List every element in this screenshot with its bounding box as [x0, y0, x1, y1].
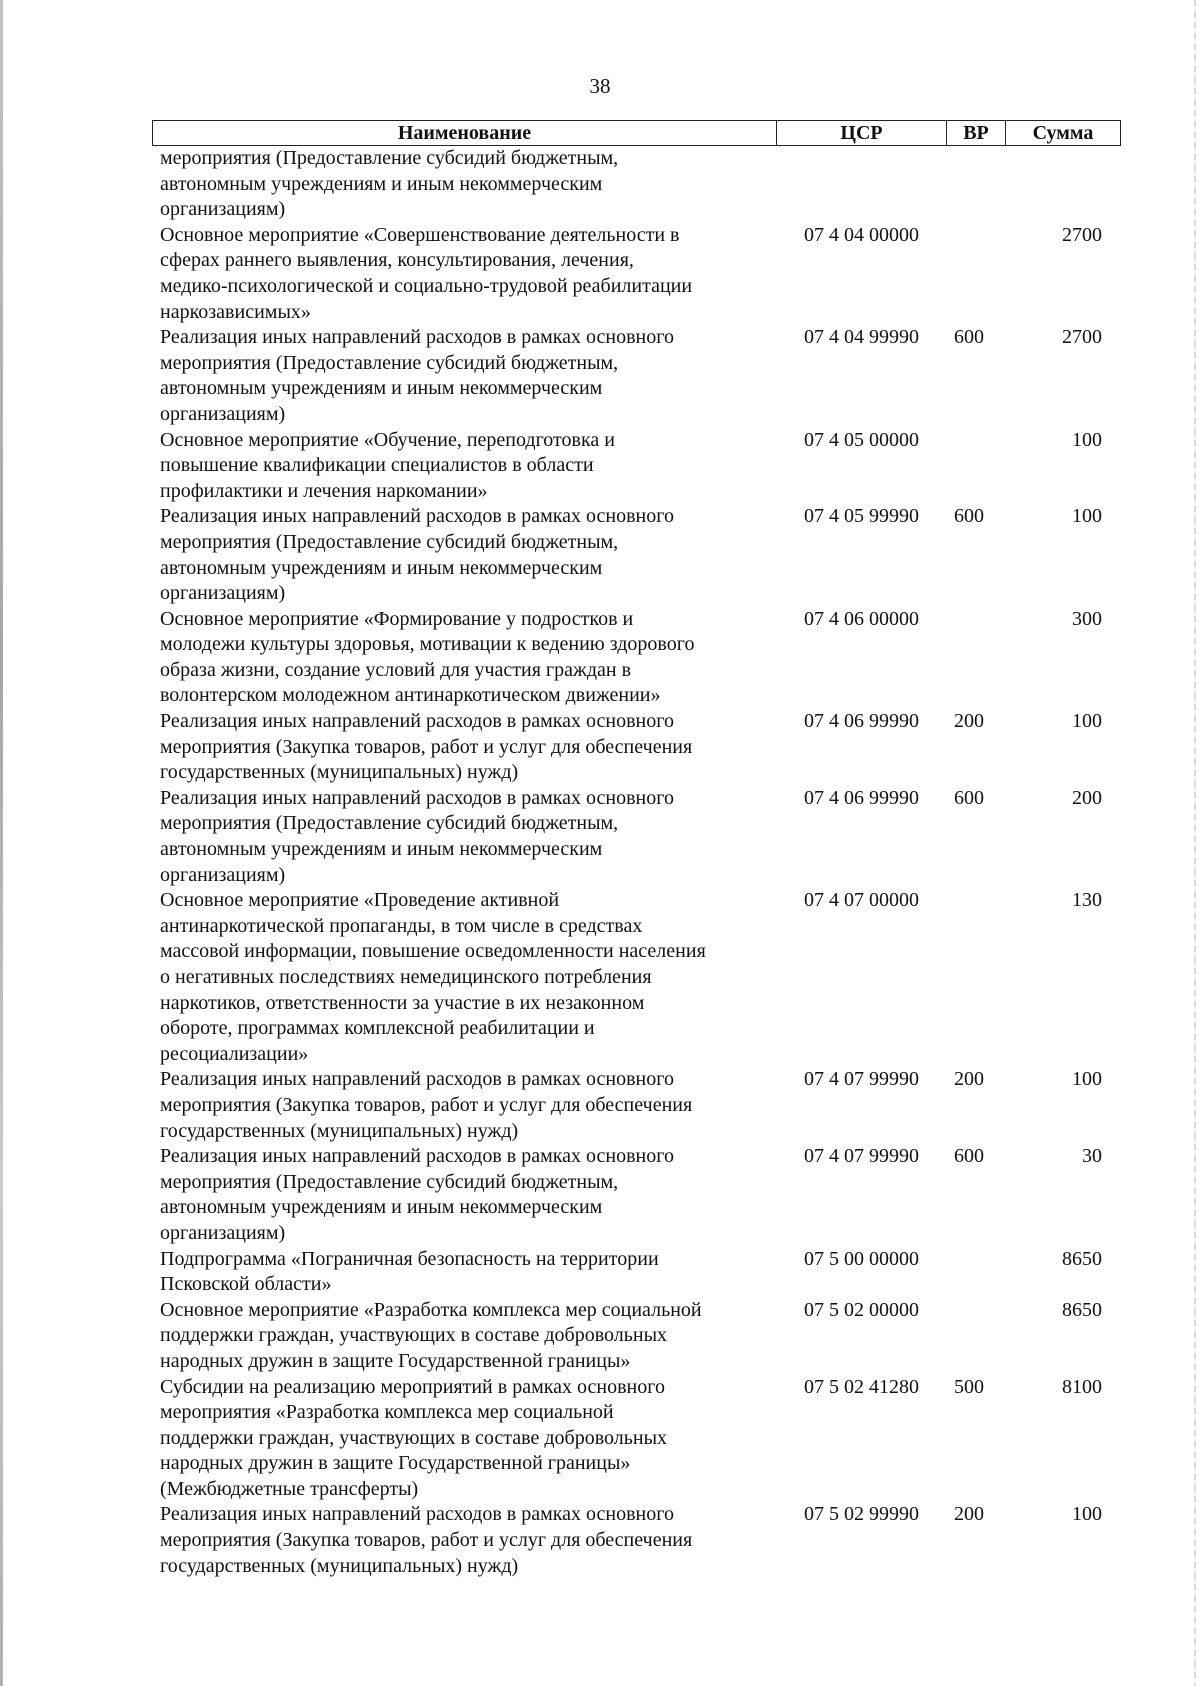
row-vr: 500	[954, 1375, 984, 1398]
row-name	[152, 786, 764, 888]
row-name-line: ресоциализации»	[160, 1042, 309, 1065]
row-name-line: обороте, программах комплексной реабилитации и	[160, 1017, 595, 1040]
row-name	[152, 223, 764, 325]
row-vr	[912, 1247, 984, 1298]
table-row	[152, 504, 1121, 606]
row-name-line: мероприятия (Предоставление субсидий бюджетным,	[160, 147, 619, 169]
table-row	[152, 1067, 1121, 1144]
row-name-line: государственных (муниципальных) нужд)	[160, 1119, 519, 1142]
row-vr	[912, 146, 984, 223]
row-name-line: Псковской области»	[160, 1273, 332, 1296]
header-vr: ВР	[947, 121, 1006, 145]
table-row	[152, 888, 1121, 1067]
row-name	[152, 1375, 764, 1503]
row-sum: 100	[1072, 428, 1102, 451]
header-sum: Сумма	[1032, 122, 1094, 144]
row-name-line: мероприятия (Закупка товаров, работ и услуг для обеспечения	[160, 735, 693, 758]
row-sum: 2700	[1062, 326, 1102, 349]
row-sum: 8650	[1062, 1298, 1102, 1321]
row-sum: 130	[1072, 889, 1102, 912]
row-name-line: о негативных последствиях немедицинского потребления	[160, 966, 652, 988]
row-vr	[912, 888, 984, 1067]
row-name	[152, 1502, 764, 1579]
row-csr: 07 4 06 99990	[804, 786, 919, 809]
row-name-line: Реализация иных направлений расходов в рамках основного	[160, 786, 674, 809]
row-name-line: поддержки граждан, участвующих в составе добровольных	[160, 1426, 668, 1449]
row-vr: 600	[954, 786, 984, 809]
row-sum: 200	[1072, 786, 1102, 809]
row-csr: 07 4 04 00000	[804, 223, 919, 246]
page-number: 38	[589, 74, 611, 98]
row-name-line: организациям)	[160, 1221, 286, 1244]
row-name	[152, 146, 764, 223]
row-name-line: наркотиков, ответственности за участие в их незаконном	[160, 991, 645, 1014]
row-sum: 100	[1072, 710, 1102, 733]
row-name	[152, 1144, 764, 1246]
row-name	[152, 428, 764, 505]
row-name-line: поддержки граждан, участвующих в составе добровольных	[160, 1324, 668, 1347]
table-row	[152, 146, 1121, 223]
table-row	[152, 428, 1121, 505]
row-csr: 07 4 05 00000	[804, 428, 919, 451]
table-row	[152, 325, 1121, 427]
row-csr: 07 5 02 99990	[804, 1503, 919, 1526]
row-name-line: организациям)	[160, 402, 286, 425]
row-name-line: мероприятия (Предоставление субсидий бюджетным,	[160, 351, 619, 374]
row-name-line: молодежи культуры здоровья, мотивации к ведению здорового	[160, 633, 695, 656]
row-name-line: народных дружин в защите Государственной границы»	[160, 1349, 631, 1372]
row-name-line: Подпрограмма «Пограничная безопасность на территории	[160, 1247, 659, 1270]
row-csr: 07 5 00 00000	[804, 1247, 919, 1270]
row-sum: 8100	[1062, 1375, 1102, 1398]
table-row	[152, 1502, 1121, 1579]
table-row	[152, 1298, 1121, 1375]
row-sum: 100	[1072, 1503, 1102, 1526]
row-name-line: повышение квалификации специалистов в области	[160, 454, 594, 477]
row-vr	[912, 607, 984, 709]
row-name-line: организациям)	[160, 863, 286, 886]
row-name-line: мероприятия (Закупка товаров, работ и услуг для обеспечения	[160, 1529, 693, 1552]
row-name-line: Основное мероприятие «Проведение активной	[160, 889, 560, 912]
row-name	[152, 1067, 764, 1144]
row-name-line: автономным учреждениям и иным некоммерческим	[160, 172, 603, 195]
row-vr: 200	[954, 710, 984, 733]
row-sum: 100	[1072, 1068, 1102, 1091]
table-row	[152, 1144, 1121, 1246]
header-name: Наименование	[153, 121, 777, 145]
row-name-line: Субсидии на реализацию мероприятий в рамках основного	[160, 1375, 665, 1398]
row-csr: 07 4 05 99990	[804, 505, 919, 528]
row-name-line: Основное мероприятие «Формирование у подростков и	[160, 607, 634, 630]
row-name-line: народных дружин в защите Государственной границы»	[160, 1452, 631, 1475]
row-name-line: автономным учреждениям и иным некоммерческим	[160, 1196, 603, 1219]
row-name	[152, 504, 764, 606]
row-name-line: мероприятия (Предоставление субсидий бюджетным,	[160, 812, 619, 835]
row-csr: 07 4 04 99990	[804, 326, 919, 349]
row-name-line: Основное мероприятие «Разработка комплекса мер социальной	[160, 1298, 702, 1321]
row-csr: 07 5 02 41280	[804, 1375, 919, 1398]
row-name	[152, 1247, 764, 1298]
row-csr: 07 4 07 99990	[804, 1145, 919, 1168]
scan-edge-left	[0, 0, 3, 1686]
header-csr: ЦСР	[777, 121, 947, 145]
row-name-line: сферах раннего выявления, консультирования, лечения,	[160, 249, 634, 272]
row-sum: 2700	[1062, 223, 1102, 246]
row-sum: 300	[1072, 607, 1102, 630]
row-vr: 200	[954, 1503, 984, 1526]
row-sum: 30	[1082, 1145, 1102, 1168]
row-vr	[912, 428, 984, 505]
row-vr: 600	[954, 505, 984, 528]
table-row	[152, 1375, 1121, 1503]
table-body	[152, 146, 1121, 1579]
row-name-line: Реализация иных направлений расходов в рамках основного	[160, 326, 674, 349]
row-name	[152, 607, 764, 709]
row-name-line: мероприятия «Разработка комплекса мер социальной	[160, 1401, 614, 1424]
row-name-line: Реализация иных направлений расходов в рамках основного	[160, 505, 674, 528]
row-vr: 600	[954, 326, 984, 349]
scan-edge-right	[1194, 0, 1196, 1686]
row-name-line: мероприятия (Закупка товаров, работ и услуг для обеспечения	[160, 1093, 693, 1116]
row-sum: 8650	[1062, 1247, 1102, 1270]
row-name-line: организациям)	[160, 582, 286, 605]
row-csr: 07 4 06 99990	[804, 710, 919, 733]
row-name	[152, 709, 764, 786]
row-name-line: автономным учреждениям и иным некоммерческим	[160, 838, 603, 861]
row-name-line: профилактики и лечения наркомании»	[160, 479, 488, 502]
row-name	[152, 325, 764, 427]
row-name-line: Реализация иных направлений расходов в рамках основного	[160, 710, 674, 733]
row-vr	[912, 1298, 984, 1375]
row-name-line: Реализация иных направлений расходов в рамках основного	[160, 1503, 674, 1526]
row-name	[152, 888, 764, 1067]
row-name-line: волонтерском молодежном антинаркотическом движении»	[160, 684, 661, 707]
row-name-line: государственных (муниципальных) нужд)	[160, 1554, 519, 1577]
table-row	[152, 223, 1121, 325]
row-csr: 07 5 02 00000	[804, 1298, 919, 1321]
row-name-line: автономным учреждениям и иным некоммерческим	[160, 556, 603, 579]
row-csr: 07 4 06 00000	[804, 607, 919, 630]
row-name-line: массовой информации, повышение осведомленности населения	[160, 940, 706, 963]
row-name-line: автономным учреждениям и иным некоммерческим	[160, 377, 603, 400]
row-csr: 07 4 07 00000	[804, 889, 919, 912]
table-row	[152, 607, 1121, 709]
row-sum: 100	[1072, 505, 1102, 528]
table-row	[152, 786, 1121, 888]
row-name-line: государственных (муниципальных) нужд)	[160, 761, 519, 784]
row-name-line: медико-психологической и социально-трудовой реабилитации	[160, 274, 693, 297]
row-name-line: мероприятия (Предоставление субсидий бюджетным,	[160, 530, 619, 553]
table-row	[152, 709, 1121, 786]
row-name-line: (Межбюджетные трансферты)	[160, 1477, 419, 1500]
row-name-line: Реализация иных направлений расходов в рамках основного	[160, 1145, 674, 1168]
row-csr: 07 4 07 99990	[804, 1068, 919, 1091]
table-row	[152, 1247, 1121, 1298]
row-csr	[764, 146, 912, 223]
row-sum	[984, 146, 1102, 223]
row-name-line: Основное мероприятие «Совершенствование деятельности в	[160, 223, 680, 246]
row-name-line: Основное мероприятие «Обучение, переподготовка и	[160, 428, 615, 451]
row-vr: 200	[954, 1068, 984, 1091]
row-name-line: образа жизни, создание условий для участия граждан в	[160, 658, 632, 681]
row-name-line: организациям)	[160, 198, 286, 221]
row-name-line: Реализация иных направлений расходов в рамках основного	[160, 1068, 674, 1091]
row-name-line: мероприятия (Предоставление субсидий бюджетным,	[160, 1170, 619, 1193]
table-header	[152, 120, 1121, 146]
row-name-line: наркозависимых»	[160, 300, 311, 323]
row-name-line: антинаркотической пропаганды, в том числе в средствах	[160, 914, 643, 937]
row-vr: 600	[954, 1145, 984, 1168]
row-vr	[912, 223, 984, 325]
row-name	[152, 1298, 764, 1375]
